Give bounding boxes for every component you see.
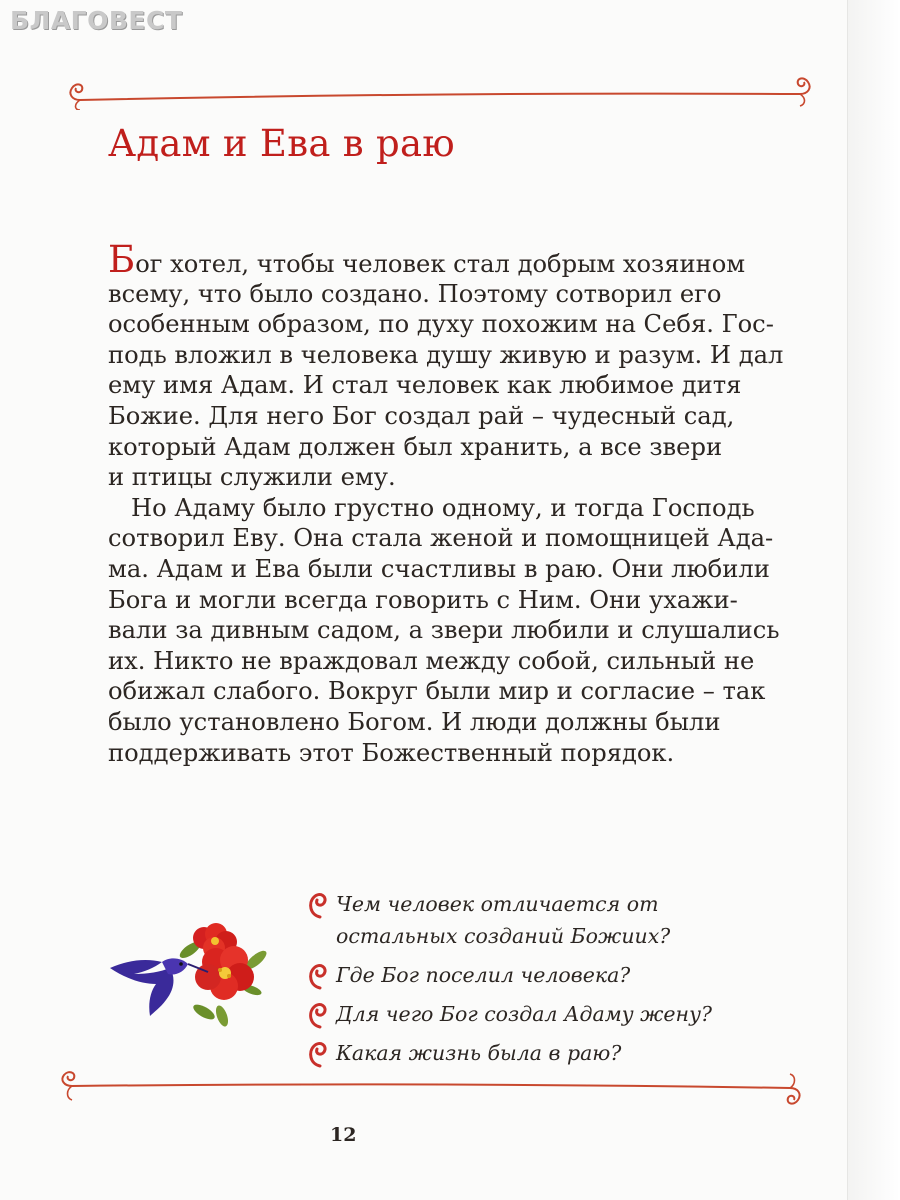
red-swirl-bullet-icon <box>306 962 328 990</box>
question-text: Где Бог поселил человека? <box>336 963 631 987</box>
paragraph-2-line: их. Никто не враждовал между собой, сильный не <box>108 646 755 675</box>
paragraph-1-line: всему, что было создано. Поэтому сотворил его <box>108 279 722 308</box>
question-item <box>306 998 712 1030</box>
paragraph-1-line: особенным образом, по духу похожим на Себя. Гос- <box>108 310 774 339</box>
red-swirl-bullet-icon <box>306 1001 328 1029</box>
bottom-ornamental-rule <box>56 1070 806 1110</box>
watermark: БЛАГОВЕСТ <box>10 6 183 35</box>
paragraph-1-line: Божие. Для него Бог создал рай – чудесный сад, <box>108 401 735 430</box>
hummingbird-flower-illustration <box>104 920 274 1030</box>
page-title: Адам и Ева в раю <box>108 122 455 165</box>
first-line-text: ог хотел, чтобы человек стал добрым хозяином <box>135 250 746 278</box>
red-swirl-bullet-icon <box>306 1040 328 1068</box>
question-text: остальных созданий Божиих? <box>336 924 671 948</box>
question-item <box>306 888 712 952</box>
paragraph-2-line: вали за дивным садом, а звери любили и слушались <box>108 616 780 645</box>
paragraph-2-line: Но Адаму было грустно одному, и тогда Господь <box>131 493 755 522</box>
page-number: 12 <box>330 1124 357 1146</box>
paragraph-2-line: Бога и могли всегда говорить с Ним. Они ухажи- <box>108 585 738 614</box>
paragraph-2-line: было установлено Богом. И люди должны были <box>108 707 721 736</box>
top-ornamental-rule <box>62 70 814 110</box>
question-text: Чем человек отличается от <box>336 892 659 916</box>
story-text <box>108 238 784 768</box>
paragraph-2-line: сотворил Еву. Она стала женой и помощницей Ада- <box>108 524 774 553</box>
question-item <box>306 1037 712 1069</box>
question-text: Какая жизнь была в раю? <box>336 1041 622 1065</box>
paragraph-2-line: обижал слабого. Вокруг были мир и согласие – так <box>108 677 766 706</box>
question-text: Для чего Бог создал Адаму жену? <box>336 1002 712 1026</box>
paragraph-2-line: ма. Адам и Ева были счастливы в раю. Они любили <box>108 554 770 583</box>
question-item <box>306 959 712 991</box>
page-edge <box>847 0 900 1200</box>
drop-cap: Б <box>108 238 136 281</box>
paragraph-1-line: подь вложил в человека душу живую и разум. И дал <box>108 340 784 369</box>
paragraph-1-line <box>108 238 784 281</box>
red-swirl-bullet-icon <box>306 891 328 919</box>
paragraph-2-line: поддерживать этот Божественный порядок. <box>108 738 675 767</box>
paragraph-1-line: который Адам должен был хранить, а все звери <box>108 432 723 461</box>
review-questions <box>306 888 712 1076</box>
paragraph-1-line: и птицы служили ему. <box>108 463 396 492</box>
paragraph-1-line: ему имя Адам. И стал человек как любимое дитя <box>108 371 742 400</box>
